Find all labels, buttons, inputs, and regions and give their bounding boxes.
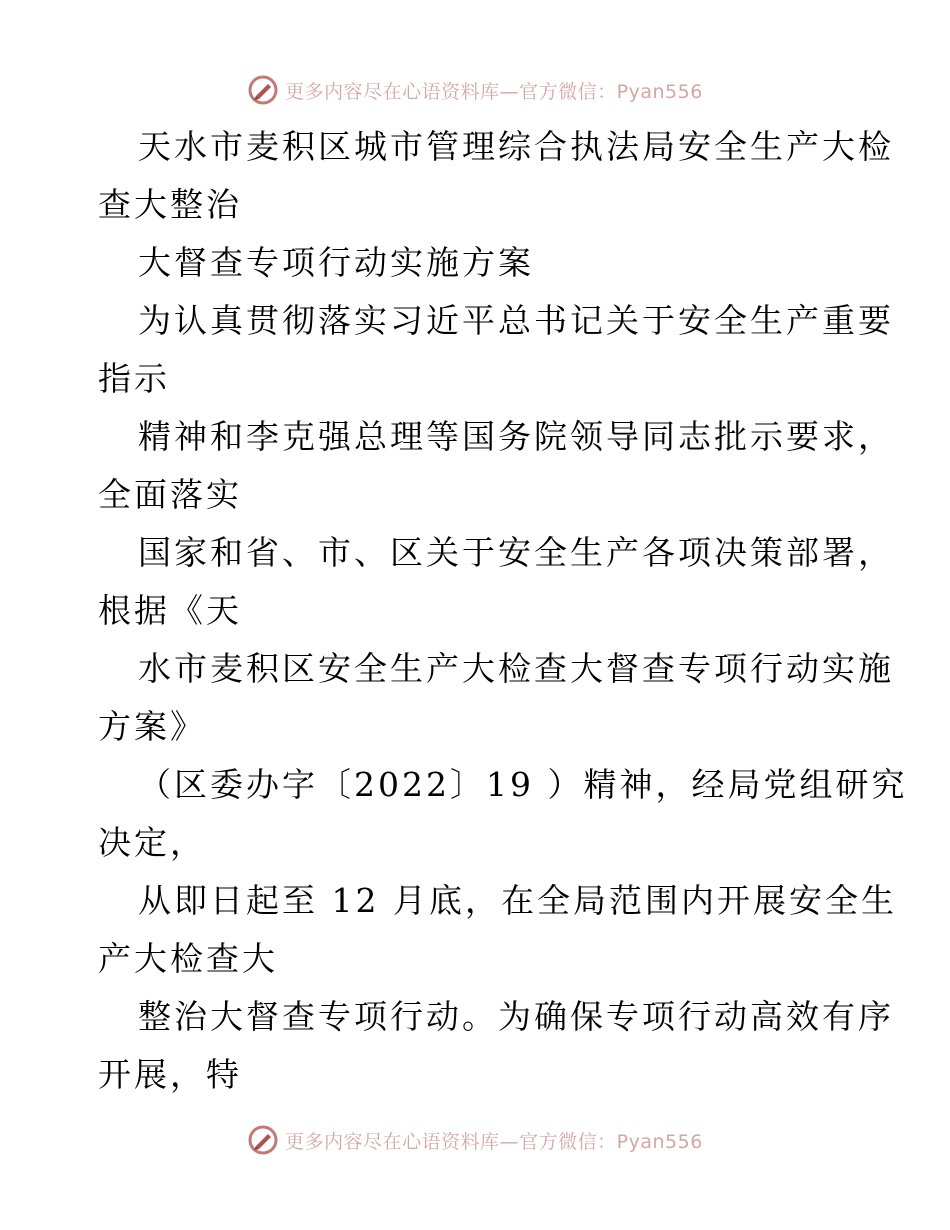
line-text: 整治大督查专项行动。为确保专项行动高效有序 xyxy=(138,997,894,1036)
footer-watermark xyxy=(0,1120,950,1160)
paragraph xyxy=(98,988,894,1104)
paragraph xyxy=(98,524,894,640)
line-text: 天水市麦积区城市管理综合执法局安全生产大检 xyxy=(138,127,894,166)
paragraph xyxy=(98,408,894,524)
seal-pen-icon xyxy=(247,1124,279,1156)
paragraph xyxy=(98,292,894,408)
line-continuation: 根据《天 xyxy=(98,591,242,630)
line-continuation: 查大整治 xyxy=(98,185,242,224)
header-watermark xyxy=(0,70,950,110)
paragraph xyxy=(98,234,858,292)
document-body xyxy=(98,118,908,1104)
line-text: 水市麦积区安全生产大检查大督查专项行动实施 xyxy=(138,649,894,688)
watermark-text: 更多内容尽在心语资料库—官方微信：Pyan556 xyxy=(285,80,703,103)
line-continuation: 指示 xyxy=(98,359,170,398)
paragraph xyxy=(98,118,894,234)
paragraph xyxy=(98,756,908,872)
line-continuation: 产大检查大 xyxy=(98,939,278,978)
line-text: 为认真贯彻落实习近平总书记关于安全生产重要 xyxy=(138,301,894,340)
line-continuation: 方案》 xyxy=(98,707,206,746)
line-continuation: 全面落实 xyxy=(98,475,242,514)
watermark-text: 更多内容尽在心语资料库—官方微信：Pyan556 xyxy=(285,1130,703,1153)
line-text: 大督查专项行动实施方案 xyxy=(138,243,534,282)
seal-pen-icon xyxy=(247,74,279,106)
line-text: 从即日起至 12 月底，在全局范围内开展安全生 xyxy=(138,881,897,920)
line-continuation: 决定， xyxy=(98,823,206,862)
line-text: 精神和李克强总理等国务院领导同志批示要求， xyxy=(138,417,894,456)
paragraph xyxy=(98,872,897,988)
paragraph xyxy=(98,640,894,756)
line-text: 国家和省、市、区关于安全生产各项决策部署， xyxy=(138,533,894,572)
line-continuation: 开展，特 xyxy=(98,1055,242,1094)
line-text: （区委办字〔2022〕19 ）精神，经局党组研究 xyxy=(138,765,908,804)
